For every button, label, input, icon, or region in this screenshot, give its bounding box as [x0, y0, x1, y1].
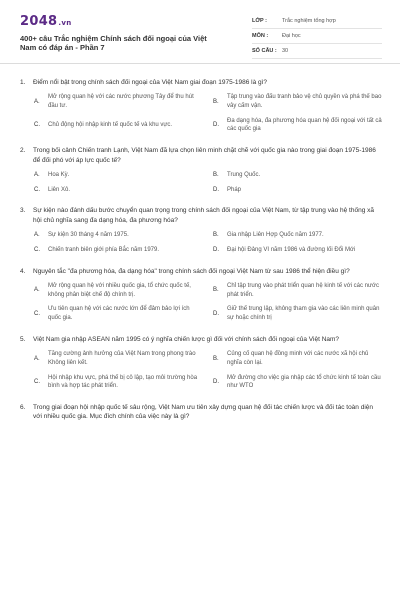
question-text-row — [20, 335, 382, 344]
answer-option[interactable] — [34, 246, 203, 255]
question-text: Nguyên tắc "đa phương hóa, đa dạng hóa" trong chính sách đối ngoại Việt Nam từ sau 1986 thể hiện điều gì? — [33, 267, 350, 275]
question-text-row — [20, 206, 382, 225]
option-letter: C. — [34, 310, 40, 317]
option-text: Tăng cường ảnh hưởng của Việt Nam trong phong trào Không liên kết. — [48, 351, 196, 366]
answer-option[interactable] — [213, 246, 382, 255]
meta-row-class — [252, 14, 382, 29]
question-text-row — [20, 78, 382, 87]
option-letter: B. — [213, 287, 219, 294]
option-letter: C. — [34, 378, 40, 385]
option-letter: D. — [213, 310, 219, 317]
answer-option[interactable] — [34, 171, 203, 180]
option-letter: C. — [34, 246, 40, 253]
meta-row-count — [252, 44, 382, 59]
option-text: Chiến tranh biên giới phía Bắc năm 1979. — [48, 246, 160, 253]
option-text: Mở đường cho việc gia nhập các tổ chức kinh tế toàn cầu như WTO — [227, 374, 381, 390]
option-text: Chủ động hội nhập kinh tế quốc tế và khu vực. — [48, 122, 173, 129]
answer-option[interactable] — [213, 117, 382, 134]
option-letter: A. — [34, 287, 40, 294]
question-text: Trong giai đoạn hội nhập quốc tế sâu rộng, Việt Nam ưu tiên xây dựng quan hệ đối tác chiến lược và đối tác toàn diện với nhiều quốc gia. Mục đích chính của việc này là gì? — [33, 403, 374, 421]
question-number: 1. — [20, 79, 26, 86]
answer-options — [20, 171, 382, 194]
option-letter: B. — [213, 98, 219, 105]
meta-label: MÔN : — [252, 33, 269, 39]
question-text-row — [20, 403, 382, 422]
question-number: 6. — [20, 403, 26, 411]
question-item — [20, 78, 382, 134]
answer-option[interactable] — [34, 350, 203, 367]
answer-option[interactable] — [34, 117, 203, 134]
answer-options — [20, 231, 382, 254]
meta-value: Trắc nghiệm tổng hợp — [282, 18, 336, 24]
answer-options — [20, 93, 382, 134]
answer-option[interactable] — [213, 231, 382, 240]
option-text: Chỉ tập trung vào phát triển quan hệ kinh tế với các nước phát triển. — [227, 283, 379, 298]
question-number: 3. — [20, 207, 26, 215]
answer-option[interactable] — [213, 186, 382, 195]
answer-option[interactable] — [213, 350, 382, 367]
option-text: Hoa Kỳ. — [48, 172, 70, 179]
question-number: 4. — [20, 267, 26, 275]
option-letter: C. — [34, 122, 40, 129]
question-text: Việt Nam gia nhập ASEAN năm 1995 có ý nghĩa chiến lược gì đối với chính sách đối ngoại của Việt Nam? — [33, 335, 340, 343]
answer-option[interactable] — [213, 305, 382, 322]
answer-option[interactable] — [34, 186, 203, 195]
question-text: Trong bối cảnh Chiến tranh Lạnh, Việt Nam đã lựa chọn liên minh chặt chẽ với quốc gia nào trong giai đoạn 1975-1986 để đối phó với áp lực quốc tế? — [33, 147, 376, 164]
answer-option[interactable] — [213, 93, 382, 110]
option-letter: B. — [213, 355, 219, 362]
option-letter: D. — [213, 122, 219, 129]
option-letter: A. — [34, 172, 40, 179]
option-letter: D. — [213, 246, 219, 253]
option-letter: B. — [213, 172, 219, 179]
document-title: 400+ câu Trắc nghiệm Chính sách đối ngoại của Việt Nam có đáp án - Phần 7 — [20, 34, 207, 53]
option-text: Pháp — [227, 186, 242, 193]
option-text: Hội nhập khu vực, phá thế bị cô lập, tạo môi trường hòa bình và hợp tác phát triển. — [48, 374, 198, 390]
answer-option[interactable] — [34, 231, 203, 240]
option-text: Đại hội Đảng VI năm 1986 và đường lối Đổi Mới — [227, 246, 356, 253]
option-text: Trung Quốc. — [227, 172, 261, 179]
question-list — [20, 78, 382, 434]
option-text: Mở rộng quan hệ với nhiều quốc gia, tổ chức quốc tế, không phân biệt chế độ chính trị. — [48, 283, 191, 298]
answer-option[interactable] — [34, 93, 203, 110]
meta-value: Đại học — [282, 33, 301, 39]
answer-option[interactable] — [213, 171, 382, 180]
answer-option[interactable] — [213, 282, 382, 299]
question-item — [20, 267, 382, 323]
document-header — [0, 0, 400, 64]
option-text: Giữ thế trung lập, không tham gia vào các liên minh quân sự hoặc chính trị — [227, 306, 380, 322]
meta-table — [252, 14, 382, 59]
meta-row-subject — [252, 29, 382, 44]
logo-text: 2048 — [20, 14, 58, 29]
answer-options — [20, 282, 382, 323]
answer-option[interactable] — [34, 305, 203, 322]
answer-option[interactable] — [34, 282, 203, 299]
option-letter: B. — [213, 232, 219, 239]
question-item — [20, 206, 382, 254]
option-letter: A. — [34, 355, 40, 362]
option-text: Gia nhập Liên Hợp Quốc năm 1977. — [227, 232, 324, 239]
question-item — [20, 403, 382, 422]
question-item — [20, 146, 382, 194]
option-text: Đa dạng hóa, đa phương hóa quan hệ đối ngoại với tất cả các quốc gia — [227, 117, 382, 133]
answer-option[interactable] — [34, 374, 203, 391]
option-letter: A. — [34, 232, 40, 239]
question-text-row — [20, 267, 382, 276]
question-text-row — [20, 146, 382, 165]
meta-label: SỐ CÂU : — [252, 48, 277, 54]
meta-label: LỚP : — [252, 18, 267, 24]
option-text: Mở rộng quan hệ với các nước phương Tây để thu hút đầu tư. — [48, 94, 194, 110]
question-item — [20, 335, 382, 391]
option-letter: D. — [213, 378, 219, 385]
question-number: 5. — [20, 335, 26, 343]
option-text: Sự kiện 30 tháng 4 năm 1975. — [48, 232, 129, 239]
option-text: Liên Xô. — [48, 186, 71, 193]
question-number: 2. — [20, 147, 26, 155]
option-text: Ưu tiên quan hệ với các nước lớn để đảm bảo lợi ích quốc gia. — [48, 306, 190, 322]
question-text: Sự kiện nào đánh dấu bước chuyển quan trọng trong chính sách đối ngoại của Việt Nam, từ tập trung vào hệ thống xã hội chủ nghĩa sang đa dạng hóa, đa phương hóa? — [33, 207, 374, 224]
question-text: Điểm nổi bật trong chính sách đối ngoại của Việt Nam giai đoạn 1975-1986 là gì? — [33, 79, 268, 86]
option-text: Củng cố quan hệ đồng minh với các nước xã hội chủ nghĩa còn lại. — [227, 351, 369, 366]
answer-options — [20, 350, 382, 391]
meta-value: 30 — [282, 48, 289, 54]
option-text: Tập trung vào đấu tranh bảo vệ chủ quyền và phá thế bao vây cấm vận. — [227, 94, 382, 110]
option-letter: A. — [34, 98, 40, 105]
option-letter: C. — [34, 186, 40, 193]
logo-suffix: .vn — [58, 19, 72, 27]
option-letter: D. — [213, 186, 219, 193]
site-logo[interactable] — [20, 14, 72, 29]
answer-option[interactable] — [213, 374, 382, 391]
